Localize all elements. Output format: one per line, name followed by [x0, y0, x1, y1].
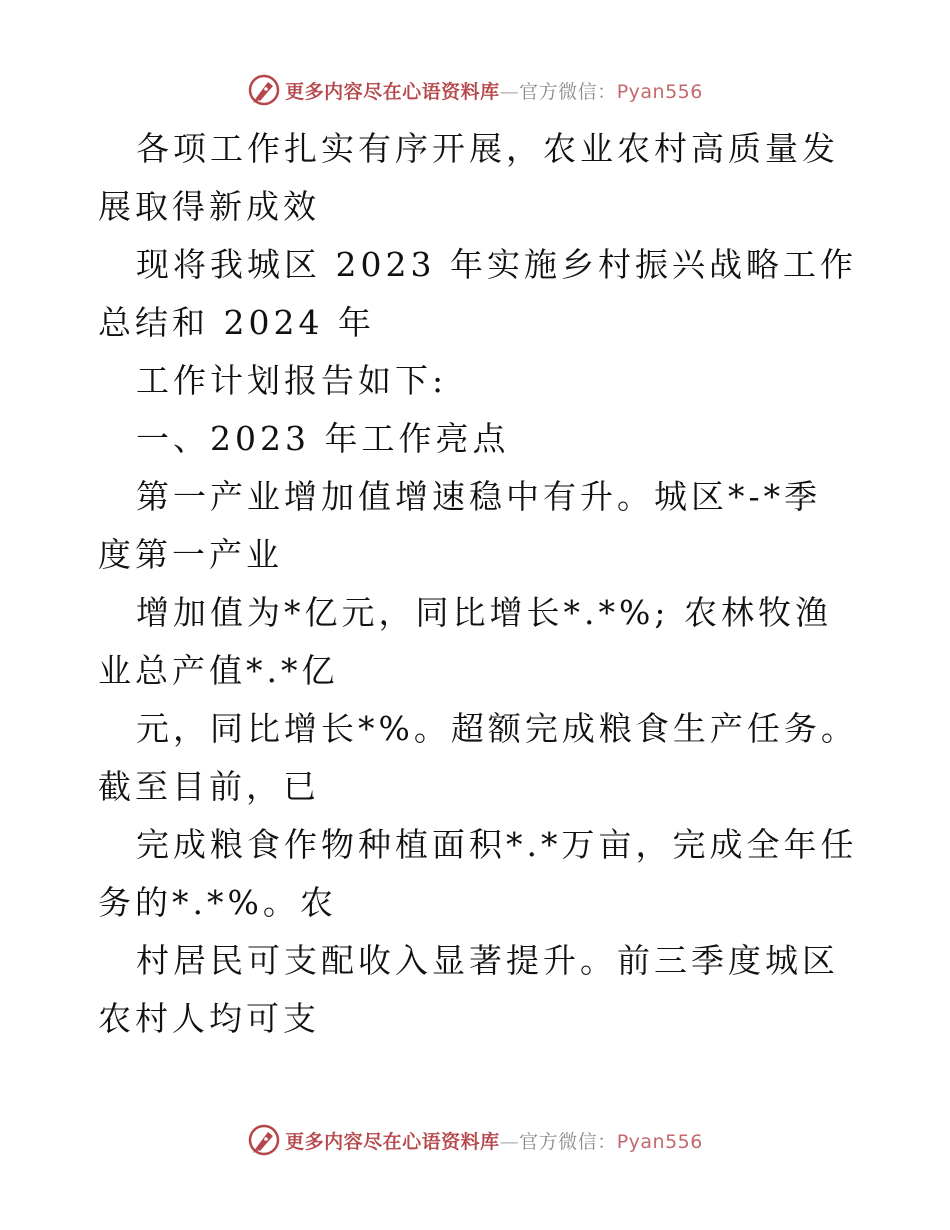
pen-nib-logo-icon	[247, 73, 281, 107]
banner-text	[285, 77, 703, 104]
header-banner	[0, 70, 950, 110]
paragraph: 村居民可支配收入显著提升。前三季度城区农村人均可支	[98, 941, 839, 1038]
banner-text	[285, 1127, 703, 1154]
banner-wechat-id: Pyan556	[616, 80, 703, 103]
banner-wechat-label: 官方微信：	[519, 1130, 617, 1153]
paragraph: 现将我城区 2023 年实施乡村振兴战略工作总结和 2024 年	[98, 245, 857, 342]
banner-wechat-label: 官方微信：	[519, 80, 617, 103]
banner-main-text: 更多内容尽在心语资料库	[285, 80, 500, 103]
paragraph: 增加值为*亿元，同比增长*.*%; 农林牧渔业总产值*.*亿	[98, 593, 832, 690]
banner-dash: —	[499, 1130, 520, 1153]
paragraph: 元，同比增长*%。超额完成粮食生产任务。截至目前，已	[98, 709, 858, 806]
paragraph: 各项工作扎实有序开展，农业农村高质量发展取得新成效	[98, 129, 839, 226]
pen-nib-logo-icon	[247, 1123, 281, 1157]
paragraph: 第一产业增加值增速稳中有升。城区*-*季度第一产业	[98, 477, 822, 574]
paragraph: 完成粮食作物种植面积*.*万亩，完成全年任务的*.*%。农	[98, 825, 858, 922]
section-heading: 一、2023 年工作亮点	[136, 419, 510, 458]
footer-banner	[0, 1120, 950, 1160]
banner-dash: —	[499, 80, 520, 103]
banner-wechat-id: Pyan556	[616, 1130, 703, 1153]
paragraph: 工作计划报告如下:	[136, 361, 448, 400]
banner-main-text: 更多内容尽在心语资料库	[285, 1130, 500, 1153]
document-body	[98, 120, 858, 1048]
